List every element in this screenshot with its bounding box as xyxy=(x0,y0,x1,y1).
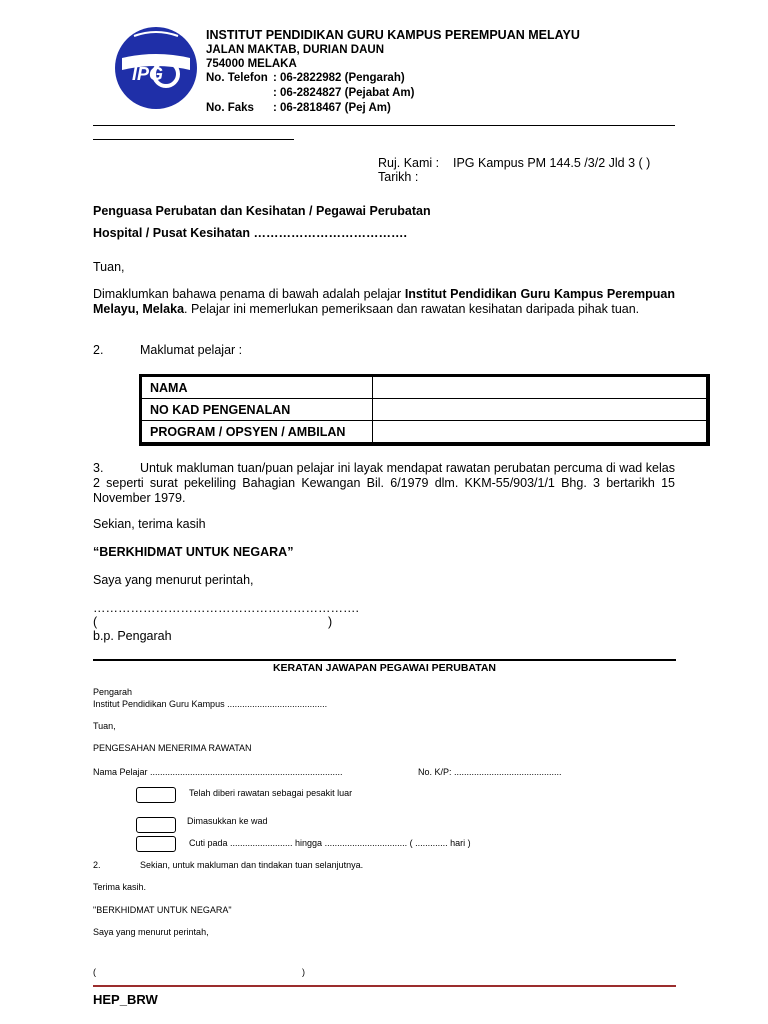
footer-code: HEP_BRW xyxy=(93,992,158,1007)
reply-ic-number: No. K/P: ........................................... xyxy=(418,767,562,777)
paragraph-1-intro: Dimaklumkan bahawa penama di bawah adalah pelajar xyxy=(93,287,405,301)
closing: Sekian, terima kasih xyxy=(93,517,206,531)
motto: “BERKHIDMAT UNTUK NEGARA” xyxy=(93,545,294,559)
address-line2: 754000 MELAKA xyxy=(206,58,297,70)
logo-text: IPG xyxy=(132,64,164,84)
header-rule-short xyxy=(93,139,294,140)
salutation: Tuan, xyxy=(93,260,125,274)
table-label-ic: NO KAD PENGENALAN xyxy=(142,399,373,421)
item2-text: Maklumat pelajar : xyxy=(140,343,243,357)
reply-item2-text: Sekian, untuk makluman dan tindakan tuan selanjutnya. xyxy=(140,860,364,870)
signatory: b.p. Pengarah xyxy=(93,629,172,643)
paragraph-1-rest: . Pelajar ini memerlukan pemeriksaan dan rawatan kesihatan daripada pihak tuan. xyxy=(184,302,640,316)
reply-to-line2: Institut Pendidikan Guru Kampus ........................................ xyxy=(93,699,328,709)
option-admitted: Dimasukkan ke wad xyxy=(187,816,268,826)
signature-dots: ………………………………………………………. xyxy=(93,601,359,615)
reply-student-name: Nama Pelajar ............................................................................. xyxy=(93,767,343,777)
ref-value: IPG Kampus PM 144.5 /3/2 Jld 3 ( ) xyxy=(453,156,651,170)
date-label: Tarikh : xyxy=(378,170,419,184)
item3-text: Untuk makluman tuan/puan pelajar ini layak mendapat rawatan perubatan percuma di wad kelas 2 seperti surat pekeliling Bahagian Kewangan Bil. 6/1979 dlm. KKM-55/903/1/1 Bhg. 3 bertarikh 15 November 1979. xyxy=(93,461,675,505)
reply-paren-close: ) xyxy=(302,967,305,977)
reply-rule xyxy=(93,659,676,661)
header-rule xyxy=(93,125,675,126)
paragraph-1 xyxy=(93,287,675,317)
footer-rule xyxy=(93,985,676,987)
phone-2: : 06-2824827 (Pejabat Am) xyxy=(273,87,415,99)
order-line: Saya yang menurut perintah, xyxy=(93,573,254,587)
item3-number: 3. xyxy=(93,461,104,475)
table-label-name: NAMA xyxy=(142,377,373,399)
table-value-program[interactable] xyxy=(373,421,707,443)
fax-number: : 06-2818467 (Pej Am) xyxy=(273,102,391,114)
reply-motto: "BERKHIDMAT UNTUK NEGARA" xyxy=(93,905,232,915)
reply-item2-number: 2. xyxy=(93,860,101,870)
address-line1: JALAN MAKTAB, DURIAN DAUN xyxy=(206,44,385,56)
reply-title: KERATAN JAWAPAN PEGAWAI PERUBATAN xyxy=(272,662,497,674)
recipient-line2: Hospital / Pusat Kesihatan ………………………………. xyxy=(93,226,407,240)
item2-number: 2. xyxy=(93,343,104,357)
fax-label: No. Faks xyxy=(206,102,254,114)
table-row xyxy=(142,421,707,443)
signature-paren-open: ( xyxy=(93,615,98,629)
signature-paren-close: ) xyxy=(328,615,333,629)
phone-1: : 06-2822982 (Pengarah) xyxy=(273,72,405,84)
option-outpatient: Telah diberi rawatan sebagai pesakit luar xyxy=(189,788,353,798)
table-label-program: PROGRAM / OPSYEN / AMBILAN xyxy=(142,421,373,443)
checkbox-outpatient[interactable] xyxy=(136,787,176,803)
phone-label: No. Telefon xyxy=(206,72,268,84)
table-row xyxy=(142,377,707,399)
table-value-name[interactable] xyxy=(373,377,707,399)
reply-salutation: Tuan, xyxy=(93,721,116,731)
recipient-line1: Penguasa Perubatan dan Kesihatan / Pegawai Perubatan xyxy=(93,204,431,218)
ref-label: Ruj. Kami : xyxy=(378,156,440,170)
table-row xyxy=(142,399,707,421)
paragraph-3 xyxy=(93,461,675,506)
reply-order: Saya yang menurut perintah, xyxy=(93,927,209,937)
checkbox-admitted[interactable] xyxy=(136,817,176,833)
checkbox-leave[interactable] xyxy=(136,836,176,852)
student-info-table xyxy=(139,374,710,446)
reply-thanks: Terima kasih. xyxy=(93,882,147,892)
paragraph-1-institution: Institut Pendidikan Guru Kampus Perempuan Melayu, Melaka xyxy=(93,287,676,316)
reply-heading: PENGESAHAN MENERIMA RAWATAN xyxy=(93,743,252,753)
logo xyxy=(112,24,200,112)
reply-paren-open: ( xyxy=(93,967,96,977)
table-value-ic[interactable] xyxy=(373,399,707,421)
institution-name: INSTITUT PENDIDIKAN GURU KAMPUS PEREMPUAN MELAYU xyxy=(206,28,580,42)
option-leave: Cuti pada ......................... hingga ................................. ( ............. hari ) xyxy=(189,838,471,848)
reply-to-line1: Pengarah xyxy=(93,687,133,697)
